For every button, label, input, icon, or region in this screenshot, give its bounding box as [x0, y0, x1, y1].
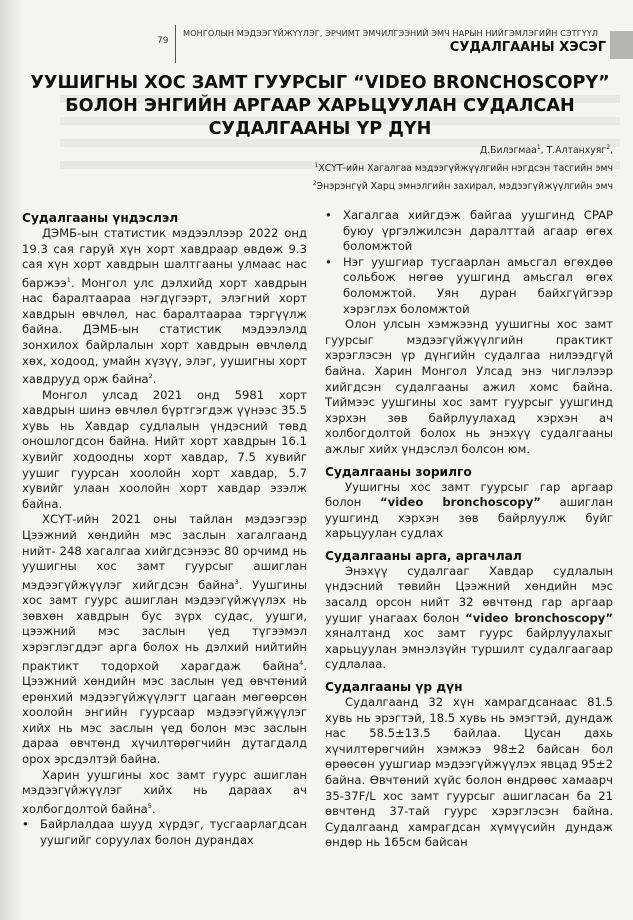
paragraph-text: . Цээжний хөндийн мэс заслын үед өвчтөний ерөнхий мэдээгүйжүүлэгт цагаан мөгөөрсөн хоолойн энгийн гуурсаар мэдээгүйжүүлэг хийх нь мэс заслын үед болон мэс заслын дараа өвчтөнд хүчилтөрөгчийн дутагдалд орох эрсдэлтэй байна. — [22, 658, 307, 767]
affiliation — [313, 176, 613, 194]
article-title — [30, 72, 610, 141]
paragraph-text: . Уушгины хос замт гуурс ашиглан мэдээгүйжүүлэх нь зөвхөн хавдрын бус зүрх судас, уушги, цээжний мэс заслын үед түгээмэл хэрэглэгддэг арга болох нь дэлхий нийтийн практикт тодорхой харагдаж байна — [22, 577, 308, 673]
paragraph: Монгол улсад 2021 онд 5981 хорт хавдрын шинэ өвчлөл бүртгэгдэж үүнээс 35.5 хувь нь Хавдар судлалын үндэсний төвд оношлогдсон байна. Нийт хорт хавдрын 16.1 хувийг ходоодны хорт хавдар, 7.5 хувийг уушиг гуурсан хоолойн хорт хавдар, 5.7 хувийг улаан хоолойн хорт хавдар эзэлж байна. — [22, 387, 307, 511]
paragraph — [325, 564, 613, 673]
list-item — [325, 255, 613, 317]
paragraph-text: хяналтанд хос замт гуурс байрлуулахыг харьцуулан эмнэлзүйн туршилт судалгаагаар судлалаа. — [325, 626, 613, 672]
paragraph: Олон улсын хэмжээнд уушигны хос замт гуурсыг мэдээгүйжүүлгийн практикт хэрэглэсэн үр дүнгийн судалгаа нилээдгүй байна. Харин Монгол Улсад энэ чиглэлээр хийгдсэн судалгааны ажил хомс байна. Тиймээс уушгины хос замт гуурсыг уушгинд хэрхэн зөв байрлуулахад хэрхэн ач холбогдолтой болох нь энэхүү судалгааны ажлыг хийх үндэслэл болсон юм. — [325, 317, 613, 456]
title-line: УУШИГНЫ ХОС ЗАМТ ГУУРСЫГ “VIDEO BRONCHOSCOPY” — [30, 73, 610, 93]
section-heading-goal: Судалгааны зорилго — [325, 464, 472, 479]
author-affil-marker: 2 — [606, 144, 611, 151]
paragraph-text: Харин уушгины хос замт гуурс ашиглан мэдээгүйжүүлэг хийх нь дараах ач холбогдолтой байна — [22, 767, 307, 816]
journal-name: МОНГОЛЫН МЭДЭЭГҮЙЖҮҮЛЭГ, ЭРЧИМТ ЭМЧИЛГЭЭНИЙ ЭМЧ НАРЫН НИЙГЭМЛЭГИЙН СЭТГҮҮЛ — [183, 28, 599, 38]
section-name: СУДАЛГААНЫ ХЭСЭГ — [449, 40, 606, 55]
affiliation-text: Энэрэнгүй Харц эмнэлгийн захирал, мэдээгүйжүүлгийн эмч — [316, 181, 613, 193]
author-separator: , — [540, 145, 547, 157]
affiliation-text: ХСҮТ-ийн Хагалгаа мэдээгүйжүүлгийн нэгдсэн тасгийн эмч — [318, 163, 613, 175]
list-item-text: Байрлалдаа шууд хүрдэг, тусгаарлагдсан уушгийг соруулах болон дурандах — [40, 817, 307, 847]
paragraph: Судалгаанд 32 хүн хамрагдсанаас 81.5 хувь нь эрэгтэй, 18.5 хувь нь эмэгтэй, дундаж нас 58.5±13.5 байлаа. Цусан дахь хүчилтөрөгчийн хэмжээ 98±2 байсан бол өрөөсөн уушгиар мэдээгүйжүүлэх явцад 95±2 байна. Өвчтөний хүйс болон өндрөөс хамаарч 35-37F/L хос замт гуурсыг ашигласан ба 21 өвчтөнд 37-тай гуурс хэрэглэсэн байна. Судалгаанд хамрагдсан хүмүүсийн дундаж өндөр нь 165см байсан — [325, 695, 613, 850]
author-block — [313, 140, 613, 194]
author-affil-marker: 1 — [536, 144, 541, 151]
citation: 1 — [66, 275, 71, 284]
list-item-text: Нэг уушгиар тусгаарлан амьсгал өгөхдөө сольбож нөгөө уушгинд амьсгал өгөх боломжтой. Уян дуран байхгүйгээр хэрэглэх боломжтой — [343, 254, 613, 316]
paragraph-text: . Монгол улс дэлхийд хорт хавдрын нас баралтаараа нэгдүгээрт, элэгний хорт хавдрын өвчлөл, нас баралтаараа тэргүүлж байна. ДЭМБ-ын статистик мэдээлэлд зонхилох байрлалын хорт хавдрын өвчлөлд хөх, ходоод, умайн хүзүү, элэг, уушигны хорт хавдрууд орж байна — [22, 275, 307, 387]
citation: 4 — [299, 658, 304, 667]
paragraph-text: ашиглан уушгинд хэрхэн зөв байрлуулж буйг харьцуулан судлах — [325, 495, 613, 541]
advantages-list-continued — [325, 208, 613, 317]
right-column — [325, 208, 613, 851]
paragraph — [22, 768, 307, 818]
paragraph-text: ДЭМБ-ын статистик мэдээллээр 2022 онд 19.3 сая гаруй хүн хорт хавдраар өвдөж 9.3 сая хүн хорт хавдрын шалтгааны улмаас нас баржээ — [22, 226, 307, 290]
paragraph — [22, 512, 307, 767]
emphasis: “video bronchoscopy” — [465, 610, 613, 625]
bullet-icon: • — [22, 817, 29, 832]
advantages-list — [22, 817, 307, 848]
section-heading-methods: Судалгааны арга, аргачлал — [325, 548, 522, 563]
affil-marker: 1 — [314, 162, 319, 170]
section-tab-marker — [610, 31, 633, 59]
affil-marker: 2 — [312, 180, 317, 188]
list-item — [325, 208, 613, 255]
page-binding-shadow — [0, 0, 22, 920]
paragraph-text: . — [151, 801, 156, 816]
author-name: Т.Алтанхуяг — [546, 145, 607, 157]
page-number: 79 — [157, 36, 169, 46]
emphasis: “video bronchoscopy” — [380, 495, 541, 510]
paragraph-text: ХСҮТ-ийн 2021 оны тайлан мэдээгээр Цээжний хөндийн мэс заслын хагалгаанд нийт- 248 хагалгаа хийгдсэнээс 80 орчимд нь уушигны хос замт гуурсыг ашиглан мэдээгүйжүүлэг хийгдсэн байна — [22, 512, 307, 592]
citation: 5 — [147, 801, 152, 810]
affiliation — [313, 158, 613, 176]
author-names — [313, 140, 613, 158]
header-divider — [175, 25, 176, 63]
paragraph — [325, 480, 613, 542]
left-column — [22, 210, 307, 848]
section-heading-background: Судалгааны үндэслэл — [22, 211, 179, 225]
citation: 3 — [234, 577, 239, 586]
title-line: БОЛОН ЭНГИЙН АРГААР ХАРЬЦУУЛАН СУДАЛСАН — [65, 96, 575, 116]
title-line: СУДАЛГААНЫ ҮР ДҮН — [208, 119, 432, 139]
bullet-icon: • — [325, 208, 332, 222]
author-trailing: , — [610, 145, 613, 157]
author-name: Д.Билэгмаа — [479, 145, 537, 157]
paragraph — [22, 226, 307, 388]
section-heading-results: Судалгааны үр дүн — [325, 680, 463, 695]
paragraph-text: . — [152, 372, 157, 387]
bullet-icon: • — [325, 254, 332, 269]
list-item-text: Хагалгаа хийгдэж байгаа уушгинд CPAP буюу үргэлжилсэн даралттай агаар өгөх боломжтой — [343, 208, 613, 254]
citation: 2 — [148, 372, 153, 381]
paragraph-text: Энэхүү судалгааг Хавдар судлалын үндэсний төвийн Цээжний хөндийн мэс засалд орсон нийт 32 өвчтөнд гар аргаар уушиг унагаах болон — [325, 563, 613, 625]
list-item — [22, 817, 307, 848]
paragraph-text: Уушигны хос замт гуурсыг гар аргаар болон — [325, 479, 613, 510]
